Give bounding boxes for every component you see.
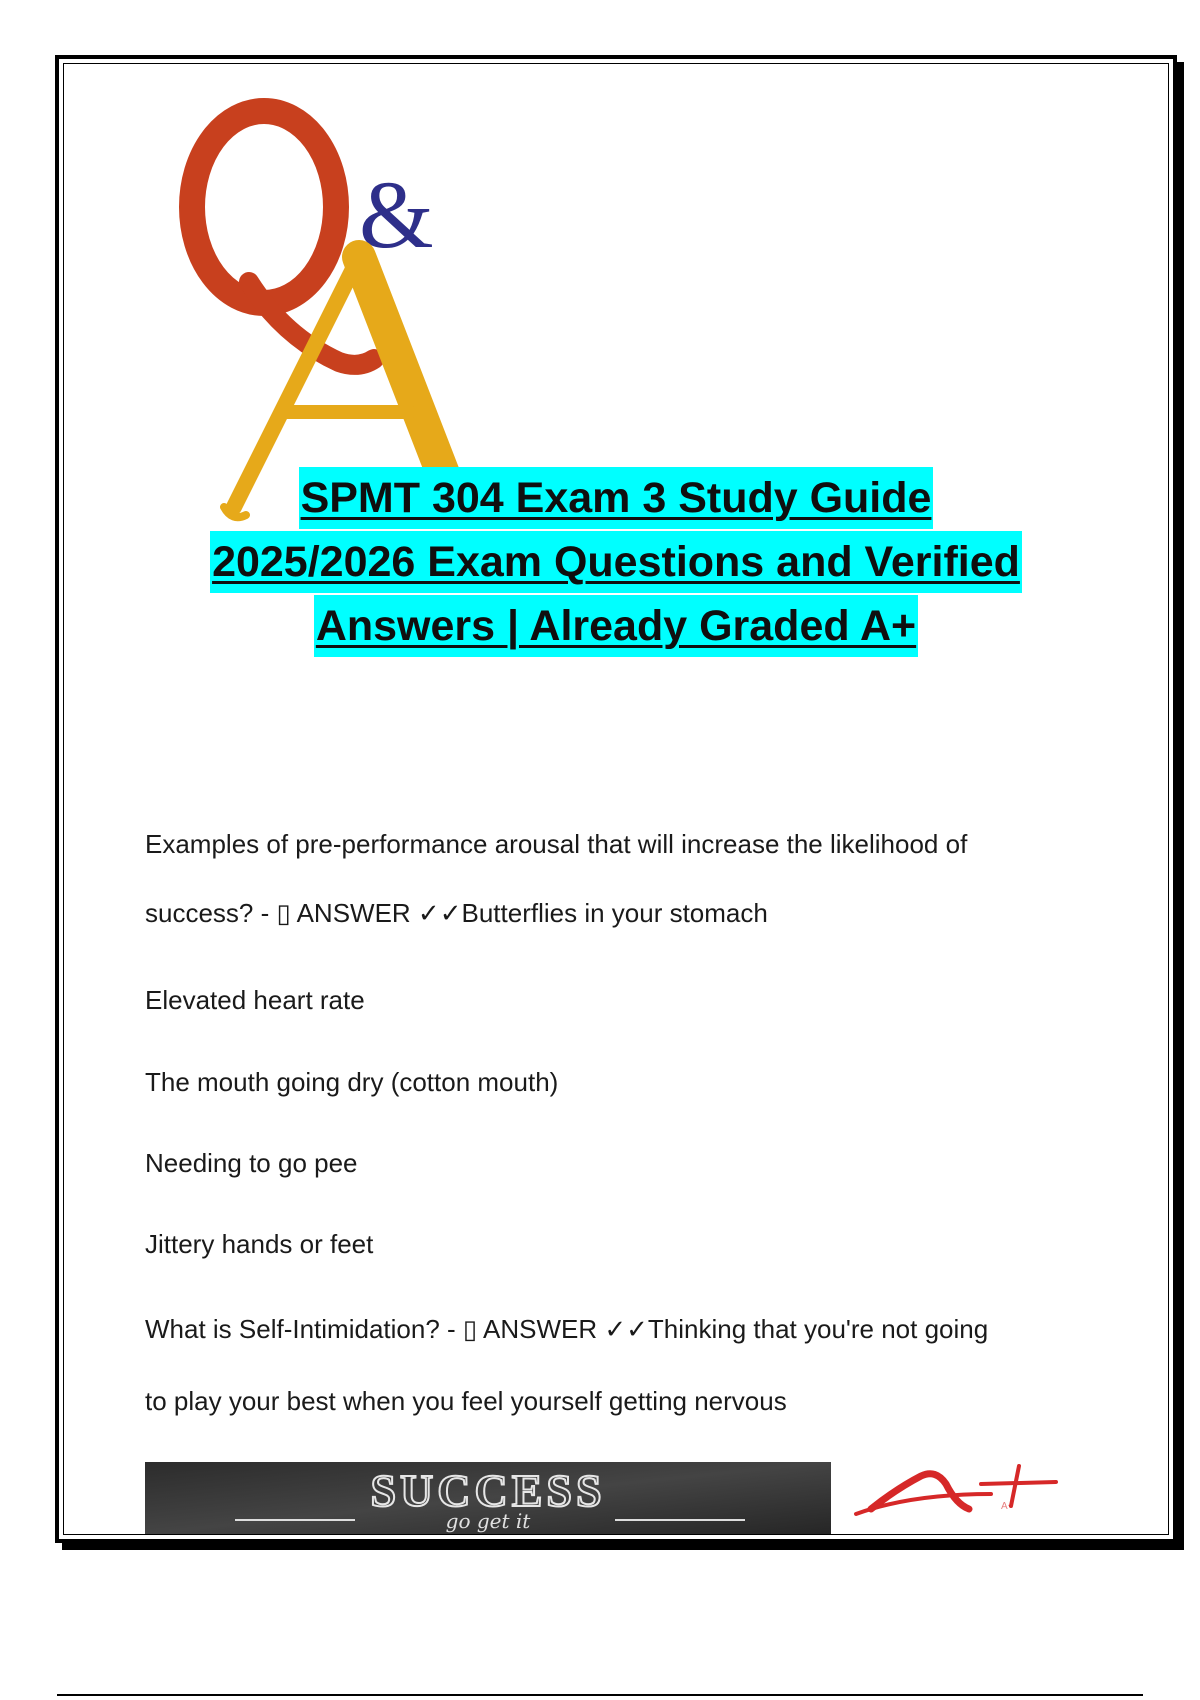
grade-mark-text: A+ bbox=[1001, 1501, 1014, 1512]
answer-1-item-3: The mouth going dry (cotton mouth) bbox=[145, 1067, 559, 1097]
document-title bbox=[99, 467, 1133, 659]
question-2-line-2: to play your best when you feel yourself getting nervous bbox=[145, 1386, 787, 1416]
question-2-line-1: What is Self-Intimidation? - ▯ ANSWER ✓✓Thinking that you're not going bbox=[145, 1314, 989, 1344]
logo-q-letter bbox=[192, 111, 374, 365]
bottom-rule bbox=[57, 1694, 1143, 1696]
success-banner-image bbox=[145, 1462, 831, 1534]
title-line-1: SPMT 304 Exam 3 Study Guide bbox=[299, 467, 934, 529]
answer-1-item-5: Jittery hands or feet bbox=[145, 1229, 374, 1259]
answer-1-item-2: Elevated heart rate bbox=[145, 985, 365, 1015]
answer-1-item-4: Needing to go pee bbox=[145, 1148, 358, 1178]
page-frame bbox=[55, 55, 1177, 1543]
title-line-2: 2025/2026 Exam Questions and Verified bbox=[210, 531, 1022, 593]
question-1-line-1: Examples of pre-performance arousal that will increase the likelihood of bbox=[145, 829, 968, 859]
banner-subtext: go get it bbox=[445, 1509, 531, 1533]
title-line-3: Answers | Already Graded A+ bbox=[314, 595, 918, 657]
question-1-line-2: success? - ▯ ANSWER ✓✓Butterflies in your stomach bbox=[145, 898, 768, 928]
banner-word: SUCCESS bbox=[370, 1465, 606, 1516]
grade-a-plus-mark bbox=[851, 1454, 1061, 1544]
logo-ampersand: & bbox=[359, 161, 434, 268]
